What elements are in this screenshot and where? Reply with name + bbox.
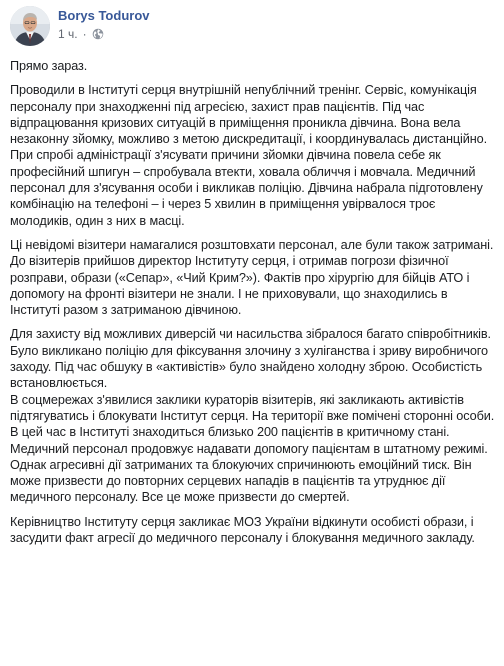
post-paragraph: В соцмережах з'явилися заклики кураторів візитерів, які закликають активістів підтягуватись і блокувати Інститут серця. На території вже помічені сторонні особи. В цей час в Інституті знаходиться близько 200 пацієнтів в критичному стані. Медичний персонал продовжує надавати допомогу пацієнтам в штатному режимі. Однак агресивні дії затриманих та блокуючих спричинюють емоційний тиск. Він може призвести до повторних серцевих нападів в пацієнтів та утруднює дії медичного персоналу. Все це може призвести до смертей. xyxy=(10,392,495,505)
post-timestamp[interactable]: 1 ч. xyxy=(58,27,78,41)
post-paragraph: Ці невідомі візитери намагалися розштовхати персонал, але були також затримані. До візитерів прийшов директор Інституту серця, і отримав погрози фізичної розправи, образи («Сепар», «Чий Крим?»). Фактів про хірургію для бійців АТО і допомогу на фронті візитери не знали. І не приховували, що знаходились в Інституті разом з затриманою дівчиною. xyxy=(10,237,494,318)
author-avatar[interactable] xyxy=(10,6,50,46)
post-header xyxy=(10,6,504,48)
post-paragraph: Прямо зараз. xyxy=(10,59,88,73)
avatar-portrait-icon xyxy=(10,6,50,46)
post-paragraph: Керівництво Інституту серця закликає МОЗ України відкинути особисті образи, і засудити факт агресії до медичного персоналу і блокування медичного закладу. xyxy=(10,514,475,546)
meta-separator: · xyxy=(82,27,87,41)
post-paragraph: Проводили в Інституті серця внутрішній непублічний тренінг. Сервіс, комунікація персоналу при знаходженні під агресією, захист прав пацієнтів. Під час відпрацювання кризових ситуацій в приміщення проникла дівчина. Вона вела незаконну зйомку, можливо з метою дискредитації, і координувалась дистанційно. При спробі адміністрації з'ясувати причини зйомки дівчина повела себе як професійний шпигун – спробувала втекти, ховала обличчя і мовчала. Медичний персонал для з'ясування особи і викликав поліцію. Дівчина набрала підготовлену комбінацію на телефоні – і через 5 хвилин в приміщення увірвалося троє молодиків, один з них в масці. xyxy=(10,83,488,228)
globe-icon[interactable] xyxy=(92,28,104,40)
post-paragraph: Для захисту від можливих диверсій чи насильства зібралося багато співробітників. Було викликано поліцію для фіксування злочину з хуліганства і зриву виробничого заходу. Під час обшуку в «активістів» було знайдено холодну зброю. Особистість встановлюється. xyxy=(10,327,491,391)
post-body xyxy=(10,58,496,546)
author-name-link[interactable]: Borys Todurov xyxy=(58,8,150,23)
post-meta xyxy=(58,26,150,42)
author-block xyxy=(58,7,150,42)
